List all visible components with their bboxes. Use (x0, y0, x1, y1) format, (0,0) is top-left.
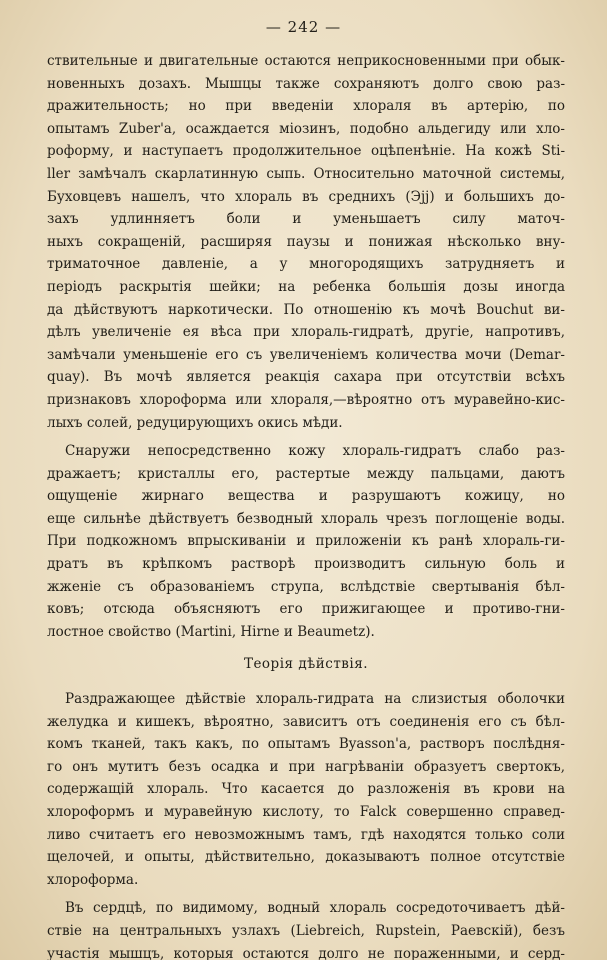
page-number: — 242 — (265, 18, 342, 36)
text-line: признаковъ хлороформа или хлораля,—вѣроятно отъ муравейно-кис- (47, 391, 565, 408)
text-line: новенныхъ дозахъ. Мышцы также сохраняютъ долго свою раз- (47, 75, 565, 92)
text-line: участія мышцъ, которыя остаются долго не пораженными, и серд- (47, 945, 565, 960)
text-line: дѣлъ увеличеніе ея вѣса при хлораль-гидратѣ, другіе, напротивъ, (47, 324, 565, 341)
text-line: ller замѣчалъ скарлатинную сыпь. Относительно маточной системы, (47, 165, 565, 182)
paragraph-2 (47, 440, 565, 643)
text-line: ковъ; отсюда объясняютъ его прижигающее и противо-гни- (47, 601, 565, 618)
text-line: При подкожномъ впрыскиваніи и приложеніи къ ранѣ хлораль-ги- (47, 533, 565, 550)
text-line: хлороформа. (47, 871, 139, 888)
text-line: дражаетъ; кристаллы его, растертые между пальцами, даютъ (47, 465, 565, 482)
text-line: да дѣйствуютъ наркотически. По отношенію къ мочѣ Bouchut ви- (47, 301, 565, 318)
text-line: лостное свойство (Martini, Hirne и Beaumetz). (47, 623, 375, 640)
paragraph-1 (47, 50, 565, 434)
text-line: ныхъ сокращеній, расширяя паузы и понижая нѣсколько вну- (47, 233, 565, 250)
text-line: хлороформъ и муравейную кислоту, то Falck совершенно справед- (47, 804, 565, 820)
paragraph-4 (47, 897, 565, 960)
text-line: лыхъ солей, редуцирующихъ окись мѣди. (47, 414, 343, 431)
text-line: ощущеніе жирнаго вещества и разрушаютъ кожицу, но (47, 488, 565, 505)
text-line: жженіе съ образованіемъ струпа, вслѣдствіе свертыванія бѣл- (47, 578, 565, 595)
text-line: quay). Въ мочѣ является реакція сахара при отсутствіи всѣхъ (47, 369, 565, 386)
text-line: триматочное давленіе, а у многородящихъ затрудняетъ и (47, 256, 565, 273)
text-line: Буховцевъ нашелъ, что хлораль въ среднихъ (Эjj) и большихъ до- (47, 188, 565, 205)
text-line: го онъ мутитъ безъ осадка и при нагрѣваніи образуетъ свертокъ, (47, 758, 565, 775)
text-line: ствительные и двигательные остаются неприкосновенными при обык- (47, 53, 565, 69)
text-line: ствіе на центральныхъ узлахъ (Liebreich, Rupstein, Раевскій), безъ (47, 922, 565, 939)
text-line: Раздражающее дѣйствіе хлораль-гидрата на слизистыя оболочки (65, 691, 565, 708)
text-line: желудка и кишекъ, вѣроятно, зависитъ отъ соединенія его съ бѣл- (47, 713, 565, 730)
body-text (47, 50, 565, 960)
text-line: дратъ въ крѣпкомъ растворѣ производитъ сильную боль и (47, 556, 565, 573)
text-line: дражительность; но при введеніи хлораля въ артерію, по (47, 98, 565, 115)
text-line: содержащій хлораль. Что касается до разложенія въ крови на (47, 781, 565, 798)
paragraph-3 (47, 688, 565, 891)
text-line: періодъ раскрытія шейки; на ребенка большія дозы иногда (47, 278, 565, 295)
text-line: замѣчали уменьшеніе его съ увеличеніемъ количества мочи (Demar- (47, 346, 565, 363)
text-line: комъ тканей, такъ какъ, по опытамъ Byasson'a, растворъ послѣдня- (47, 736, 565, 753)
section-title: Теорія дѣйствія. (243, 656, 369, 673)
text-line: щелочей, и опыты, дѣйствительно, доказываютъ полное отсутствіе (47, 849, 565, 866)
text-line: Снаружи непосредственно кожу хлораль-гидратъ слабо раз- (65, 443, 565, 460)
text-line: ливо считаетъ его невозможнымъ тамъ, гдѣ находятся только соли (47, 826, 565, 843)
text-line: Въ сердцѣ, по видимому, водный хлораль сосредоточиваетъ дѣй- (65, 900, 565, 917)
text-line: еще сильнѣе дѣйствуетъ безводный хлораль чрезъ поглощеніе воды. (47, 510, 565, 527)
text-line: роформу, и наступаетъ продолжительное оцѣпенѣніе. На кожѣ Sti- (47, 143, 565, 160)
text-line: захъ удлинняетъ боли и уменьшаетъ силу маточ- (47, 211, 565, 228)
text-line: опытамъ Zuber'a, осаждается міозинъ, подобно альдегиду или хло- (47, 120, 565, 137)
